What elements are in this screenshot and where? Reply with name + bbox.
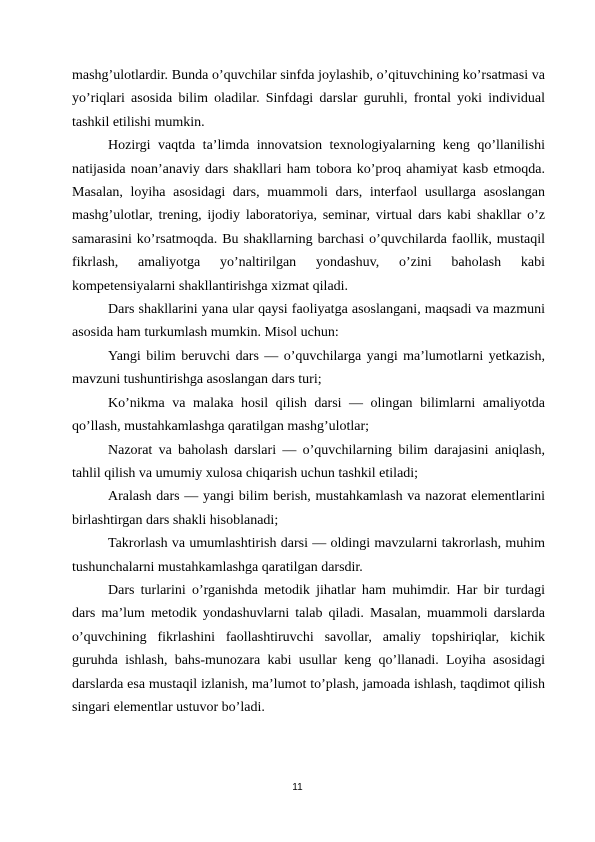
paragraph-8: Takrorlash va umumlashtirish darsi — oldingi mavzularni takrorlash, muhim tushunchalarni mustahkamlashga qaratilgan darsdir. [72, 536, 545, 575]
paragraph-4: Yangi bilim beruvchi dars — o’quvchilarga yangi ma’lumotlarni yetkazish, mavzuni tushuntirishga asoslangan dars turi; [72, 348, 545, 388]
document-page [72, 64, 545, 719]
paragraph-6: Nazorat va baholash darslari — o’quvchilarning bilim darajasini aniqlash, tahlil qilish va umumiy xulosa chiqarish uchun tashkil etiladi; [72, 442, 545, 481]
paragraph-1: mashg’ulotlardir. Bunda o’quvchilar sinfda joylashib, o’qituvchining ko’rsatmasi va yo’riqlari asosida bilim oladilar. Sinfdagi darslar guruhli, frontal yoki individual tashkil etilishi mumkin. [72, 68, 545, 130]
paragraph-9: Dars turlarini o’rganishda metodik jihatlar ham muhimdir. Har bir turdagi dars ma’lum metodik yondashuvlarni talab qiladi. Masalan, muammoli darslarda o’quvchining fikrlashini faollashtiruvchi savollar, amaliy topshiriqlar, kichik guruhda ishlash, bahs-munozara kabi usullar keng qo’llanadi. Loyiha asosidagi darslarda esa mustaqil izlanish, ma’lumot to’plash, jamoada ishlash, taqdimot qilish singari elementlar ustuvor bo’ladi. [72, 582, 545, 715]
paragraph-2: Hozirgi vaqtda ta’limda innovatsion texnologiyalarning keng qo’llanilishi natijasida noan’anaviy dars shakllari ham tobora ko’proq ahamiyat kasb etmoqda. Masalan, loyiha asosidagi dars, muammoli dars, interfaol usullarga asoslangan mashg’ulotlar, trening, ijodiy laboratoriya, seminar, virtual dars kabi shakllar o’z samarasini ko’rsatmoqda. Bu shakllarning barchasi o’quvchilarda faollik, mustaqil fikrlash, amaliyotga yo’naltirilgan yondashuv, o’zini baholash kabi kompetensiyalarni shakllantirishga xizmat qiladi. [72, 138, 545, 294]
page-number: 11 [292, 782, 303, 793]
paragraph-5: Ko’nikma va malaka hosil qilish darsi — olingan bilimlarni amaliyotda qo’llash, mustahkamlashga qaratilgan mashg’ulotlar; [72, 395, 545, 435]
paragraph-3: Dars shakllarini yana ular qaysi faoliyatga asoslangani, maqsadi va mazmuni asosida ham turkumlash mumkin. Misol uchun: [72, 302, 545, 341]
paragraph-7: Aralash dars — yangi bilim berish, mustahkamlash va nazorat elementlarini birlashtirgan dars shakli hisoblanadi; [72, 489, 545, 528]
